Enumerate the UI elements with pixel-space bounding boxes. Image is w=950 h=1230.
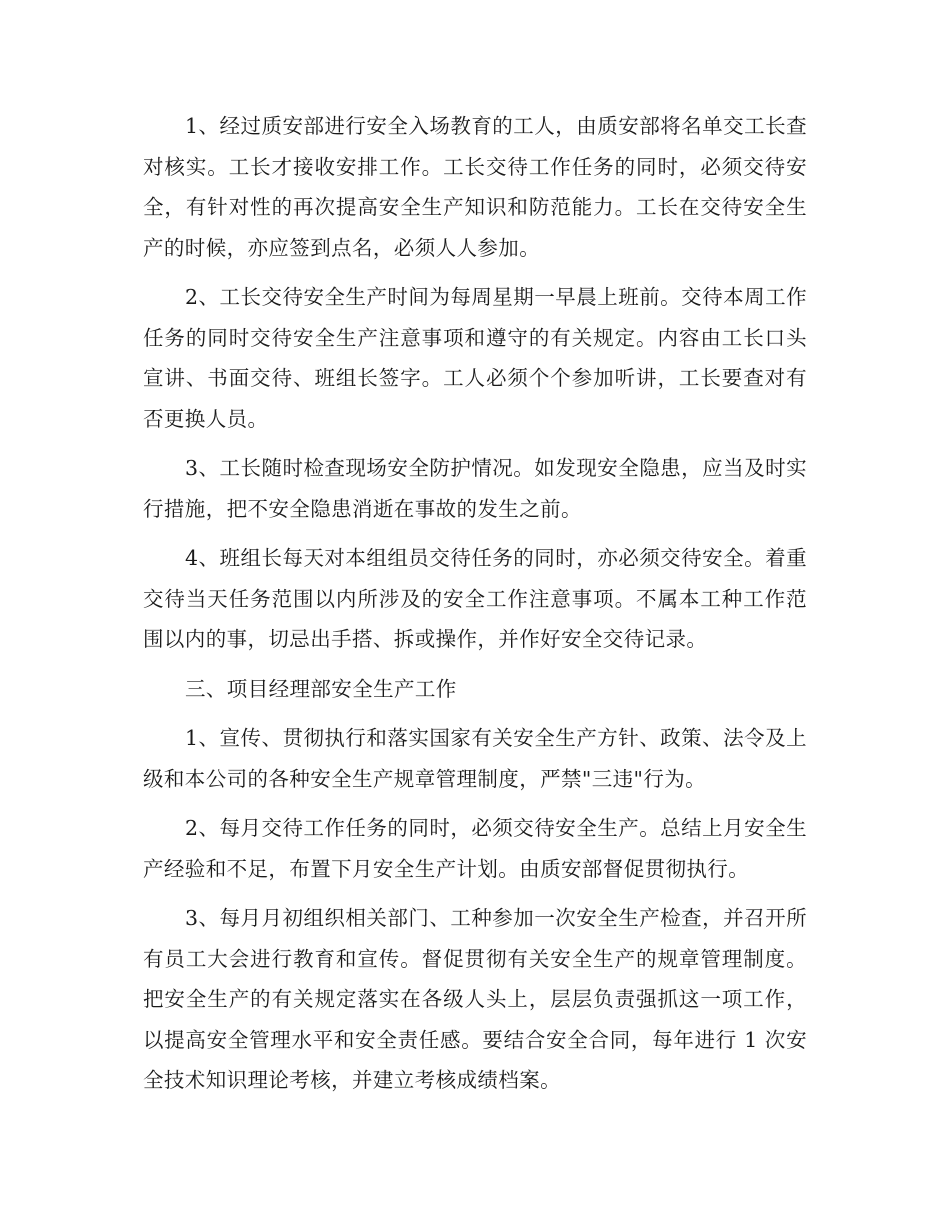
paragraph-6: 2、每月交待工作任务的同时，必须交待安全生产。总结上月安全生产经验和不足，布置下月安全生产计划。由质安部督促贯彻执行。	[143, 816, 807, 881]
paragraph-1: 1、经过质安部进行安全入场教育的工人，由质安部将名单交工长查对核实。工长才接收安排工作。工长交待工作任务的同时，必须交待安全，有针对性的再次提高安全生产知识和防范能力。工长在交待安全生产的时候，亦应签到点名，必须人人参加。	[143, 114, 807, 260]
section-heading: 三、项目经理部安全生产工作	[185, 676, 457, 701]
paragraph-3: 3、工长随时检查现场安全防护情况。如发现安全隐患，应当及时实行措施，把不安全隐患消逝在事故的发生之前。	[143, 456, 807, 521]
document-body	[143, 106, 807, 1110]
paragraph-4: 4、班组长每天对本组组员交待任务的同时，亦必须交待安全。着重交待当天任务范围以内所涉及的安全工作注意事项。不属本工种工作范围以内的事，切忌出手搭、拆或操作，并作好安全交待记录。	[143, 546, 807, 651]
paragraph-2: 2、工长交待安全生产时间为每周星期一早晨上班前。交待本周工作任务的同时交待安全生产注意事项和遵守的有关规定。内容由工长口头宣讲、书面交待、班组长签字。工人必须个个参加听讲，工长要查对有否更换人员。	[143, 285, 807, 431]
paragraph-5: 1、宣传、贯彻执行和落实国家有关安全生产方针、政策、法令及上级和本公司的各种安全生产规章管理制度，严禁"三违"行为。	[143, 726, 807, 791]
paragraph-7: 3、每月月初组织相关部门、工种参加一次安全生产检查，并召开所有员工大会进行教育和宣传。督促贯彻有关安全生产的规章管理制度。把安全生产的有关规定落实在各级人头上，层层负责强抓这一项工作，以提高安全管理水平和安全责任感。要结合安全合同，每年进行 1 次安全技术知识理论考核，并建立考核成绩档案。	[143, 906, 807, 1092]
